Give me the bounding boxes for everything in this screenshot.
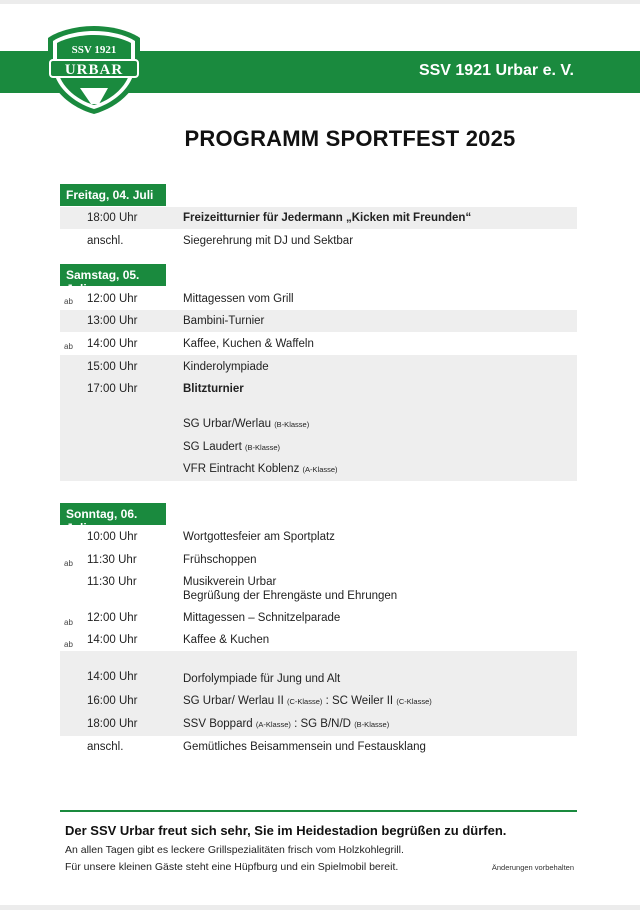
team-entry: SG Urbar/Werlau (B-Klasse) [183, 418, 310, 430]
table-row [60, 572, 577, 608]
footer-note: Änderungen vorbehalten [491, 863, 574, 872]
row-time: 11:30 Uhr [87, 576, 137, 588]
row-desc: Bambini-Turnier [183, 315, 265, 327]
table-row [60, 736, 577, 758]
row-time: 14:00 Uhr [87, 634, 138, 646]
row-desc: Mittagessen vom Grill [183, 293, 294, 305]
table-row [60, 332, 577, 355]
team-entry: SG Laudert (B-Klasse) [183, 441, 281, 453]
top-border [0, 0, 640, 4]
row-time: 17:00 Uhr [87, 383, 138, 395]
row-ab: ab [64, 342, 73, 351]
club-logo [44, 24, 144, 116]
row-desc: Frühschoppen [183, 554, 257, 566]
row-time: 18:00 Uhr [87, 212, 138, 224]
row-desc: Siegerehrung mit DJ und Sektbar [183, 235, 354, 247]
logo-top-text: SSV 1921 [71, 44, 117, 56]
row-time: 16:00 Uhr [87, 695, 138, 707]
table-row [60, 287, 577, 310]
row-ab: ab [64, 559, 73, 568]
row-time: 12:00 Uhr [87, 293, 138, 305]
row-time: 12:00 Uhr [87, 612, 138, 624]
blitzturnier-block [60, 355, 577, 481]
table-row [60, 549, 577, 572]
row-desc: Gemütliches Beisammensein und Festausklang [183, 741, 426, 753]
row-desc: Wortgottesfeier am Sportplatz [183, 531, 335, 543]
row-desc: Kaffee, Kuchen & Waffeln [183, 338, 314, 350]
row-desc: Blitzturnier [183, 383, 244, 395]
row-desc: Freizeitturnier für Jedermann „Kicken mit Freunden“ [183, 212, 472, 224]
day-header-saturday: Samstag, 05. Juli [60, 264, 166, 286]
row-desc: Kaffee & Kuchen [183, 634, 270, 646]
row-ab: ab [64, 618, 73, 627]
row-time: 10:00 Uhr [87, 531, 138, 543]
row-desc-secondary: Begrüßung der Ehrengäste und Ehrungen [183, 590, 398, 602]
row-desc: Dorfolympiade für Jung und Alt [183, 673, 341, 685]
team-entry: VFR Eintracht Koblenz (A-Klasse) [183, 463, 338, 475]
table-row [60, 526, 577, 549]
row-ab: ab [64, 297, 73, 306]
page-title: PROGRAMM SPORTFEST 2025 [184, 126, 516, 151]
footer-line-2: Für unsere kleinen Gäste steht eine Hüpfburg und ein Spielmobil bereit. [65, 861, 399, 873]
row-time: 14:00 Uhr [87, 671, 138, 683]
bottom-border [0, 905, 640, 910]
day-header-friday: Freitag, 04. Juli [60, 184, 166, 206]
row-time: 18:00 Uhr [87, 718, 138, 730]
table-row [60, 207, 577, 229]
table-row [60, 229, 577, 252]
club-name: SSV 1921 Urbar e. V. [418, 62, 574, 79]
logo-main-text: URBAR [64, 62, 124, 78]
row-time: anschl. [87, 741, 124, 753]
row-time: 14:00 Uhr [87, 338, 138, 350]
match-entry: SSV Boppard (A-Klasse) : SG B/N/D (B-Klasse) [183, 718, 390, 730]
match-entry: SG Urbar/ Werlau II (C-Klasse) : SC Weiler II (C-Klasse) [183, 695, 432, 707]
row-time: 15:00 Uhr [87, 361, 138, 373]
sunday-afternoon-block [60, 651, 577, 736]
table-row [60, 608, 577, 631]
footer-line-1: An allen Tagen gibt es leckere Grillspezialitäten frisch vom Holzkohlegrill. [65, 844, 404, 856]
table-row [60, 310, 577, 332]
footer-headline: Der SSV Urbar freut sich sehr, Sie im Heidestadion begrüßen zu dürfen. [65, 823, 507, 838]
row-time: 13:00 Uhr [87, 315, 138, 327]
row-time: 11:30 Uhr [87, 554, 137, 566]
footer-divider [60, 810, 577, 812]
row-desc: Mittagessen – Schnitzelparade [183, 612, 341, 624]
day-header-sunday: Sonntag, 06. Juli [60, 503, 166, 525]
row-time: anschl. [87, 235, 124, 247]
row-desc: Kinderolympiade [183, 361, 269, 373]
table-row [60, 631, 577, 651]
row-desc: Musikverein Urbar [183, 576, 277, 588]
row-ab: ab [64, 640, 73, 649]
